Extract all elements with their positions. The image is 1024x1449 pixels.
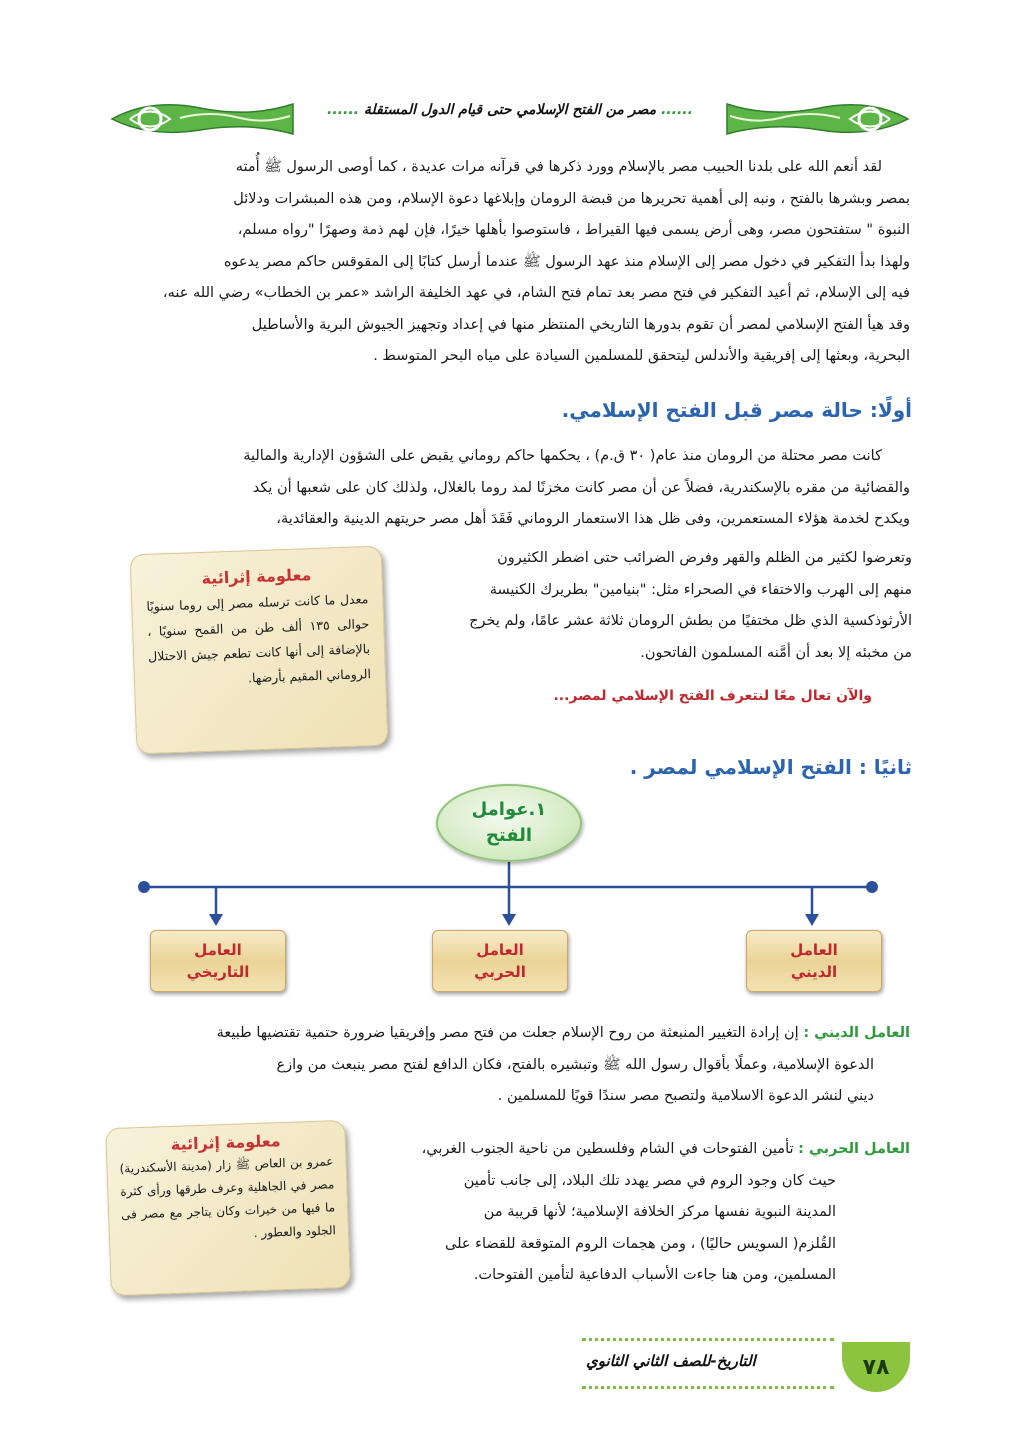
root-node-line: الفتح [485,825,533,846]
military-line: المدينة النبوية نفسها مركز الخلافة الإسلامية؛ لأنها قريبة من [483,1204,836,1220]
enrichment-title: معلومة إثرائية [170,1131,281,1154]
enrichment-box-2 [105,1120,351,1296]
diagram-root-node [436,784,582,862]
religious-factor-paragraph [116,1018,910,1113]
header-title: ...... مصر من الفتح الإسلامي حتى قيام الدول المستقلة ...... [327,102,693,118]
military-line: حيث كان وجود الروم في مصر يهدد تلك البلاد، إلى جانب تأمين [463,1172,836,1189]
section1-side-paragraph [402,543,912,669]
enrichment-box-1 [130,546,389,755]
section1-heading: أولًا: حالة مصر قبل الفتح الإسلامي. [561,398,912,422]
node-line: الحربي [474,963,526,981]
intro-line: وقد هيأ الفتح الإسلامي لمصر أن تقوم بدورها التاريخي المنتظر منها في إعداد وتجهيز الجيوش البرية والأساطيل [251,316,910,333]
religious-line: الدعوة الإسلامية، وعملًا بأقوال رسول الله ﷺ وتبشيره بالفتح، فكان الدافع لفتح مصر ينبعث من وازع [276,1056,874,1073]
section1-paragraph [120,441,910,536]
node-line: العامل [194,941,242,959]
root-node-line: ١.عوامل [471,799,547,820]
right-ornament-icon [725,96,910,142]
military-factor-paragraph [372,1134,910,1292]
transition-callout: والآن تعال معًا لنتعرف الفتح الإسلامي لمصر... [553,688,872,704]
religious-line: ديني لنشر الدعوة الاسلامية ولتصبح مصر سندًا قويًا للمسلمين . [497,1088,874,1104]
arrow-down-icon [209,914,223,926]
node-line: العامل [790,941,838,959]
factors-diagram [130,780,900,1020]
footer-title: التاريخ-للصف الثاني الثانوي [586,1352,756,1370]
node-military [432,930,568,992]
arrow-down-icon [502,914,516,926]
section1-line: ويكدح لخدمة هؤلاء المستعمرين، وفى ظل هذا الاستعمار الروماني فَقَدَ أهل مصر حريتهم الدينية والعقائدية، [276,511,910,527]
section1-side-line: من مخبئه إلا بعد أن أمَّنه المسلمون الفاتحون. [640,644,912,661]
military-line: المسلمين، ومن هنا جاءت الأسباب الدفاعية لتأمين الفتوحات. [473,1267,836,1283]
diagram-end-dot [138,881,150,893]
religious-line: العامل الديني : إن إرادة التغيير المنبعثة من روح الإسلام جعلت من فتح مصر وإفريقيا ضرورة حتمية تقتضيها طبيعة [216,1025,910,1041]
religious-factor-label: العامل الديني : [803,1025,910,1041]
intro-line: لقد أنعم الله على بلدنا الحبيب مصر بالإسلام وورد ذكرها في قرآنه مرات عديدة ، كما أوصى الرسول ﷺ أُمته [235,159,882,175]
intro-line: البحرية، وبعثها إلى إفريقية والأندلس ليتحقق للمسلمين السيادة على مياه البحر المتوسط . [373,348,910,364]
section2-heading: ثانيًا : الفتح الإسلامي لمصر . [629,755,912,779]
node-line: الديني [790,963,838,981]
intro-line: فيه إلى الإسلام، ثم أعيد التفكير في فتح مصر بعد تمام فتح الشام، في عهد الخليفة الراشد «عمر بن الخطاب» رضي الله عنه، [162,285,910,301]
node-historical [150,930,286,992]
intro-line: ولهذا بدأ التفكير في دخول مصر إلى الإسلام منذ عهد الرسول ﷺ عندما أرسل كتابًا إلى المقوقس حاكم مصر يدعوه [223,253,910,270]
page-number: ٧٨ [842,1342,910,1392]
arrow-down-icon [805,914,819,926]
section1-side-line: منهم إلى الهرب والاختفاء في الصحراء مثل: "بنيامين" بطريرك الكنيسة [489,581,912,598]
footer-divider [582,1386,834,1389]
footer-divider [582,1338,834,1341]
enrichment-title: معلومة إثرائية [201,565,312,588]
section1-line: كانت مصر محتلة من الرومان منذ عام( ٣٠ ق.م) ، يحكمها حاكم روماني يقبض على الشؤون الإدارية والمالية [243,448,882,464]
node-religious [746,930,882,992]
node-line: العامل [476,941,524,959]
section1-side-line: وتعرضوا لكثير من الظلم والقهر وفرض الضرائب حتى اضطر الكثيرون [497,550,912,566]
node-line: التاريخي [186,963,250,981]
diagram-end-dot [866,881,878,893]
section1-side-line: الأرثوذكسية الذي ظل مختفيًا من بطش الرومان ثلاثة عشر عامًا، ولم يخرج [469,613,912,629]
intro-paragraph [120,152,910,373]
page-header [110,96,910,142]
intro-line: بمصر وبشرها بالفتح ، ونبه إلى أهمية تحريرها من قبضة الرومان وإبلاغها دعوة الإسلام، ومن هذه المبشرات ودلائل [233,190,910,207]
left-ornament-icon [110,96,295,142]
intro-line: النبوة " ستفتحون مصر، وهى أرض يسمى فيها القيراط ، فاستوصوا بأهلها خيرًا، فإن لهم ذمة وصهرًا "رواه مسلم، [237,222,910,238]
military-line: العامل الحربي : تأمين الفتوحات في الشام وفلسطين من ناحية الجنوب الغربي، [421,1141,910,1157]
section1-line: والقضائية من مقره بالإسكندرية، فضلاً عن أن مصر كانت مخزنًا لمد روما بالغلال، ولذلك كان على شعبها أن يكد [252,479,910,496]
enrichment-body: عمرو بن العاص ﷺ زار (مدينة الأسكندرية) مصر في الجاهلية وعرف طرقها ورأى كثرة ما فيها من خيرات وكان يتاجر مع مصر فى الجلود والعطور . [119,1154,337,1241]
military-line: القُلزم( السويس حاليًا) ، ومن هجمات الروم المتوقعة للقضاء على [444,1235,836,1252]
military-factor-label: العامل الحربي : [798,1141,910,1157]
enrichment-body: معدل ما كانت ترسله مصر إلى روما سنويًا حوالى ١٣٥ ألف طن من القمح سنويًا ، بالإضافة إلى أنها كانت تطعم جيش الاحتلال الروماني المقيم بأرضها. [146,591,372,686]
